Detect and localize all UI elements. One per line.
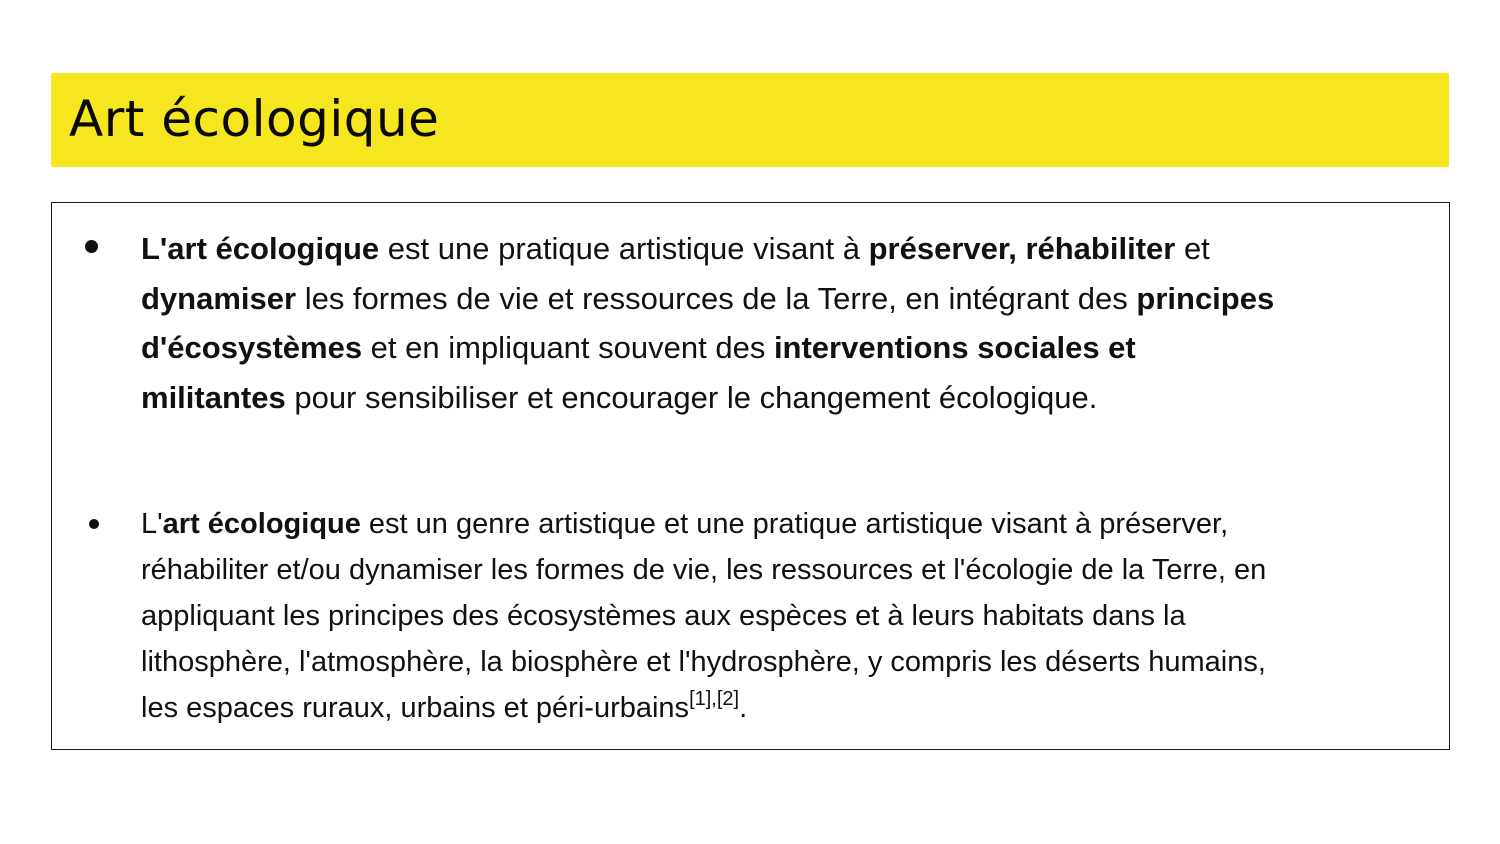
text-line — [141, 323, 1441, 373]
text-span: . — [739, 692, 748, 724]
text-line — [141, 639, 1441, 685]
text-span: les formes de vie et ressources de la Terre, en intégrant des — [296, 280, 1137, 316]
text-span: réhabiliter et/ou dynamiser les formes de vie, les ressources et l'écologie de la Terre, en — [141, 554, 1267, 586]
text-span: militantes — [141, 379, 286, 415]
bullet-1-paragraph — [141, 224, 1441, 422]
text-line — [141, 501, 1441, 547]
text-span: interventions sociales et — [773, 330, 1136, 365]
text-span: est un genre artistique et une pratique artistique visant à préserver, — [360, 508, 1229, 540]
text-span: et — [1175, 231, 1210, 266]
text-span: appliquant les principes des écosystèmes aux espèces et à leurs habitats dans la — [141, 600, 1186, 632]
text-span: les espaces ruraux, urbains et péri-urbains — [141, 692, 690, 724]
text-line — [141, 685, 1441, 731]
text-span: L'art écologique — [141, 231, 380, 266]
text-span: lithosphère, l'atmosphère, la biosphère et l'hydrosphère, y compris les déserts humains, — [141, 646, 1266, 678]
text-line — [141, 593, 1441, 639]
bullet-dot-icon — [89, 519, 99, 529]
text-line — [141, 547, 1441, 593]
text-span: art écologique — [162, 508, 361, 540]
text-span: L' — [141, 508, 163, 540]
footnote-reference[interactable]: [1],[2] — [689, 688, 740, 710]
bullet-dot-icon — [85, 240, 98, 253]
bullet-2-paragraph — [141, 501, 1441, 731]
text-span: préserver, réhabiliter — [868, 231, 1176, 266]
text-span: pour sensibiliser et encourager le changement écologique. — [285, 379, 1098, 415]
text-line — [141, 373, 1441, 423]
content-box — [51, 202, 1450, 750]
text-line — [141, 274, 1441, 324]
text-span: est une pratique artistique visant à — [379, 231, 869, 266]
text-line — [141, 224, 1441, 274]
text-span: principes — [1136, 280, 1275, 316]
text-span: et en impliquant souvent des — [362, 330, 774, 365]
text-span: dynamiser — [141, 280, 297, 316]
title-bar — [51, 73, 1449, 167]
text-span: d'écosystèmes — [141, 330, 363, 365]
slide-title: Art écologique — [69, 90, 440, 148]
